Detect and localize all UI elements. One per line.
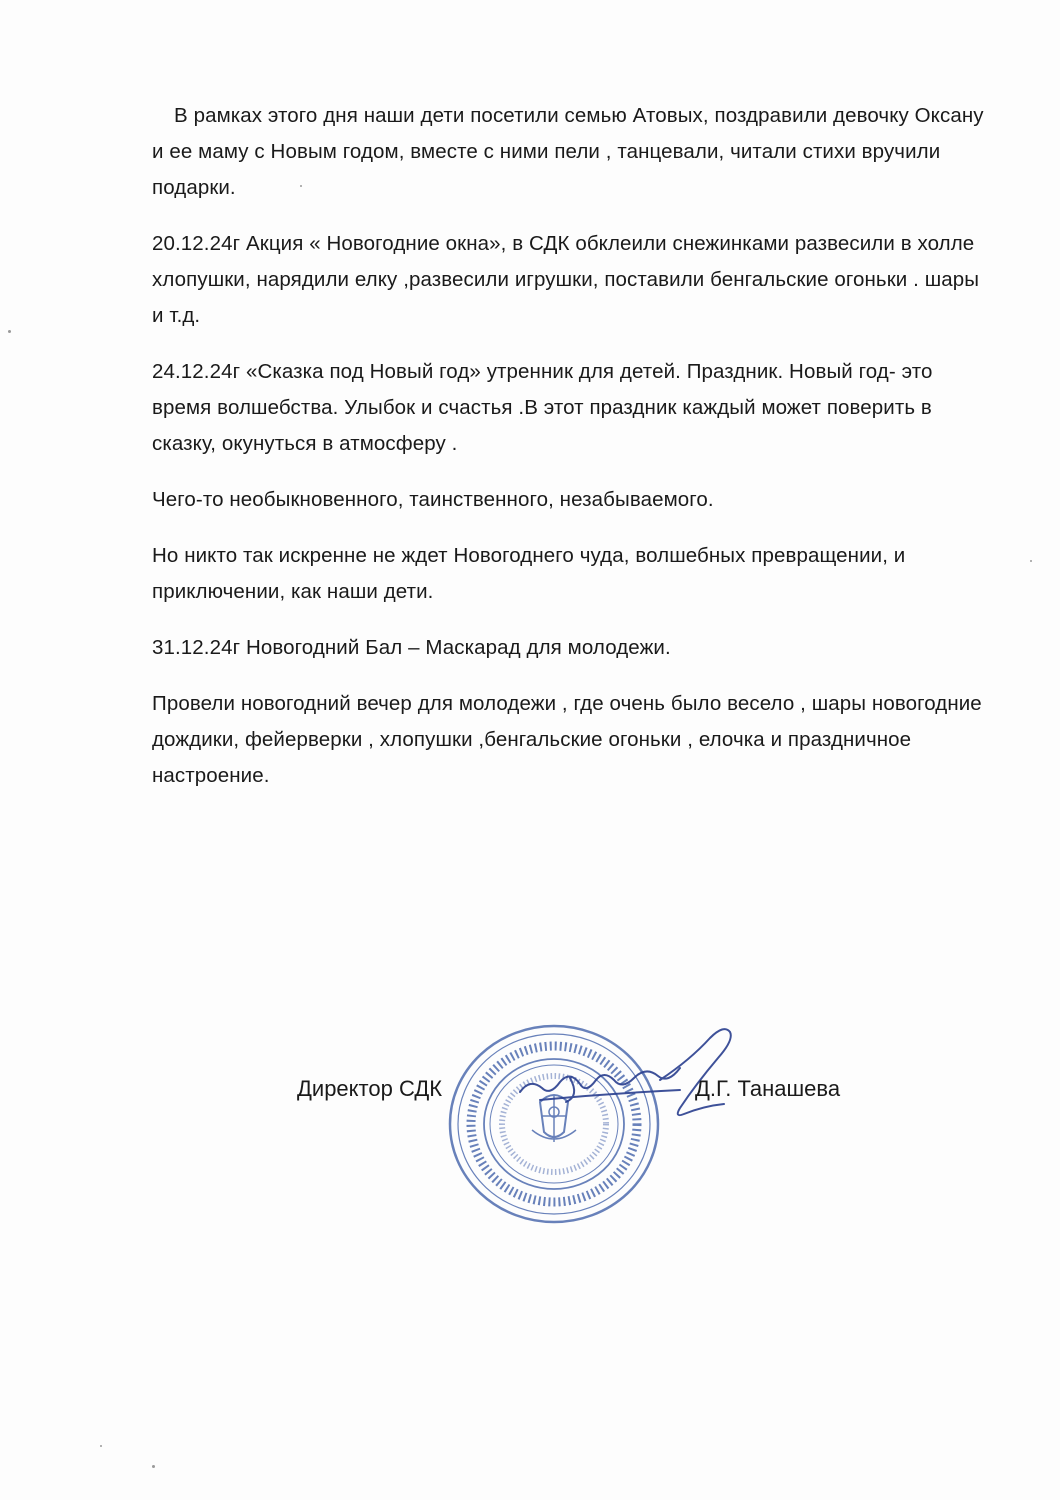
paragraph-windows-action: 20.12.24г Акция « Новогодние окна», в СДК обклеили снежинками развесили в холле хлопушки, нарядили елку ,развесили игрушки, поставили бенгальские огоньки . шары и т.д. xyxy=(152,232,980,327)
scan-speck xyxy=(152,1465,155,1468)
paragraph-fairy-tale: 24.12.24г «Сказка под Новый год» утренник для детей. Праздник. Новый год- это время волшебства. Улыбок и счастья .В этот праздник каждый может поверить в сказку, окунуться в атмосферу . xyxy=(152,360,933,455)
signature-line xyxy=(0,1076,1060,1116)
scan-speck xyxy=(1030,560,1032,562)
scan-speck xyxy=(300,185,302,187)
document-body xyxy=(152,98,992,814)
paragraph-miracle: Но никто так искренне не ждет Новогоднего чуда, волшебных превращении, и приключении, как наши дети. xyxy=(152,544,906,603)
paragraph-visit: В рамках этого дня наши дети посетили семью Атовых, поздравили девочку Оксану и ее маму с Новым годом, вместе с ними пели , танцевали, читали стихи вручили подарки. xyxy=(152,104,984,199)
scan-speck xyxy=(8,330,11,333)
signatory-role: Директор СДК xyxy=(297,1076,443,1101)
paragraph-extraordinary: Чего-то необыкновенного, таинственного, незабываемого. xyxy=(152,488,714,511)
scan-speck xyxy=(100,1445,102,1447)
paragraph-evening: Провели новогодний вечер для молодежи , где очень было весело , шары новогодние дождики, фейерверки , хлопушки ,бенгальские огоньки , елочка и праздничное настроение. xyxy=(152,692,982,787)
signatory-name: Д.Г. Танашева xyxy=(695,1076,841,1101)
paragraph-ball: 31.12.24г Новогодний Бал – Маскарад для молодежи. xyxy=(152,636,671,659)
